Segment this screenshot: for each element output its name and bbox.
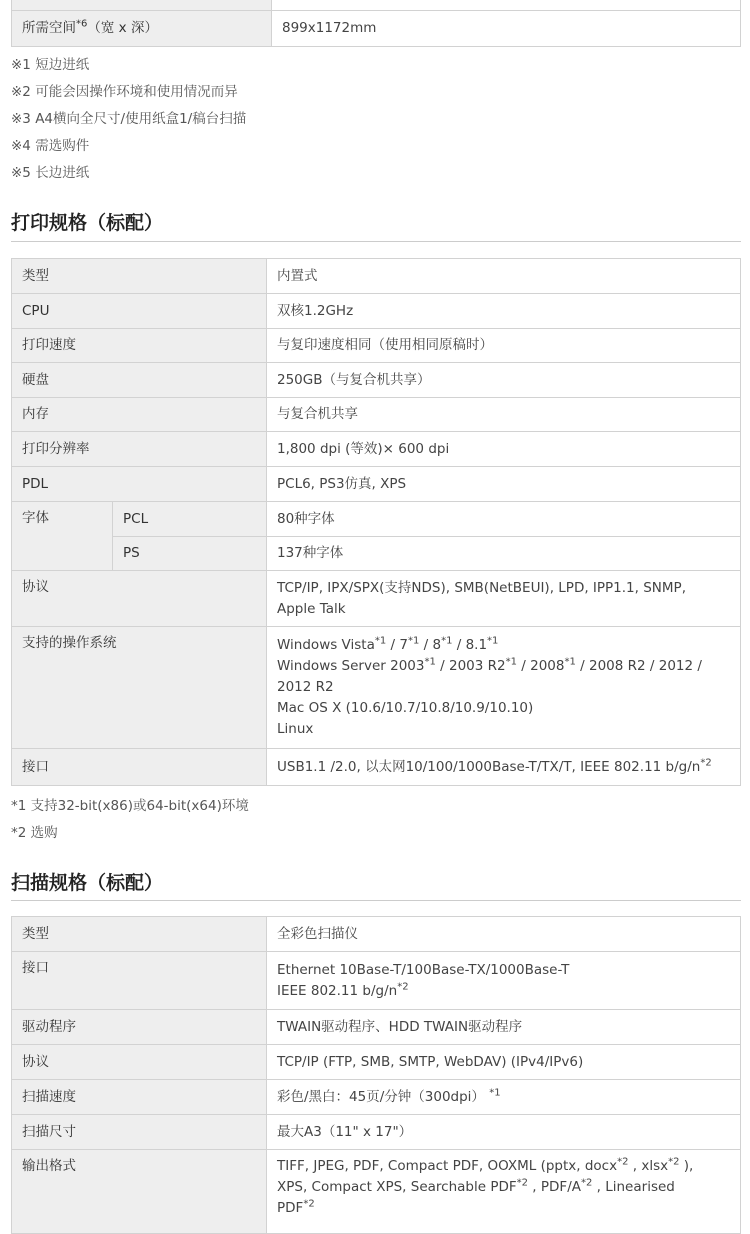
top-note-1: ※1 短边进纸 bbox=[11, 57, 90, 73]
os-line-windows: Windows Vista$^{*1}$ / 7$^{*1}$ / 8$^{*1}$ / 8.1$^{*1}$ bbox=[277, 635, 499, 653]
print-resolution-key: 打印分辨率 bbox=[12, 432, 267, 467]
print-row-hdd bbox=[12, 363, 741, 398]
scan-driver-value: TWAIN驱动程序、HDD TWAIN驱动程序 bbox=[267, 1010, 741, 1045]
scan-section-title: 扫描规格（标配） bbox=[11, 872, 164, 894]
print-row-speed bbox=[12, 329, 741, 363]
print-row-memory bbox=[12, 398, 741, 432]
top-table-partial-row bbox=[12, 0, 741, 11]
print-row-font-pcl bbox=[12, 502, 741, 537]
print-note-2: *2 选购 bbox=[11, 825, 58, 841]
os-line-2012r2: 2012 R2 bbox=[277, 679, 334, 695]
scan-size-value: 最大A3（11" x 17"） bbox=[267, 1115, 741, 1150]
print-pdl-key: PDL bbox=[12, 467, 267, 502]
scan-row-interface bbox=[12, 952, 741, 1010]
print-protocol-key: 协议 bbox=[12, 571, 267, 627]
space-row bbox=[12, 11, 741, 47]
print-font-pcl-value: 80种字体 bbox=[267, 502, 741, 537]
print-font-key: 字体 bbox=[12, 502, 113, 571]
print-type-key: 类型 bbox=[12, 259, 267, 294]
print-row-font-ps bbox=[12, 537, 741, 571]
scan-row-speed bbox=[12, 1080, 741, 1115]
print-spec-table bbox=[11, 258, 741, 786]
space-key: 所需空间$^{*6}$（宽 x 深） bbox=[12, 11, 272, 47]
top-note-3: ※3 A4横向全尺寸/使用纸盒1/稿台扫描 bbox=[11, 111, 247, 127]
print-interface-value: USB1.1 /2.0, 以太网10/100/1000Base-T/TX/T, IEEE 802.11 $b/g/n^{*2}$ bbox=[267, 749, 741, 786]
print-row-interface bbox=[12, 749, 741, 786]
scan-row-type bbox=[12, 917, 741, 952]
print-speed-key: 打印速度 bbox=[12, 329, 267, 363]
print-font-ps-key: PS bbox=[113, 537, 267, 571]
print-protocol-value bbox=[267, 571, 741, 627]
print-hdd-key: 硬盘 bbox=[12, 363, 267, 398]
print-note-1: *1 支持32-bit(x86)或64-bit(x64)环境 bbox=[11, 798, 249, 814]
scan-row-driver bbox=[12, 1010, 741, 1045]
scan-interface-key: 接口 bbox=[12, 952, 267, 1010]
scan-speed-value: 彩色/黑白：45页/分钟（300dpi） $^{*1}$ bbox=[267, 1080, 741, 1115]
scan-interface-line1: Ethernet 10Base-T/100Base-TX/1000Base-T bbox=[277, 961, 570, 978]
scan-protocol-key: 协议 bbox=[12, 1045, 267, 1080]
print-type-value: 内置式 bbox=[267, 259, 741, 294]
print-cpu-key: CPU bbox=[12, 294, 267, 329]
print-row-cpu bbox=[12, 294, 741, 329]
top-note-2: ※2 可能会因操作环境和使用情况而异 bbox=[11, 84, 238, 100]
scan-output-line1: TIFF, JPEG, PDF, Compact PDF, OOXML (pptx, docx$^{*2}$ , xlsx$^{*2}$ ), bbox=[277, 1156, 694, 1174]
scan-output-value bbox=[267, 1150, 741, 1234]
os-line-linux: Linux bbox=[277, 721, 314, 737]
os-line-windows-server: Windows Server 2003$^{*1}$ / 2003 R2$^{*1}$ / 2008$^{*1}$ / 2008 R2 / 2012 / bbox=[277, 656, 702, 674]
top-note-4: ※4 需选购件 bbox=[11, 138, 90, 154]
scan-spec-table bbox=[11, 916, 741, 1234]
print-cpu-value: 双核1.2GHz bbox=[267, 294, 741, 329]
scan-driver-key: 驱动程序 bbox=[12, 1010, 267, 1045]
print-protocol-line1: TCP/IP, IPX/SPX(支持NDS), SMB(NetBEUI), LPD, IPP1.1, SNMP, bbox=[277, 579, 686, 596]
print-row-pdl bbox=[12, 467, 741, 502]
print-section-title: 打印规格（标配） bbox=[11, 212, 164, 234]
scan-interface-line2: IEEE 802.11 $b/g/n^{*2}$ bbox=[277, 981, 409, 999]
print-font-pcl-key: PCL bbox=[113, 502, 267, 537]
print-memory-key: 内存 bbox=[12, 398, 267, 432]
scan-type-key: 类型 bbox=[12, 917, 267, 952]
print-hdd-value: 250GB（与复合机共享） bbox=[267, 363, 741, 398]
print-row-resolution bbox=[12, 432, 741, 467]
scan-output-line2: XPS, Compact XPS, Searchable PDF$^{*2}$ , PDF/$A^{*2}$ , Linearised bbox=[277, 1177, 675, 1195]
print-row-os bbox=[12, 627, 741, 749]
scan-row-output bbox=[12, 1150, 741, 1234]
space-value: 899x1172mm bbox=[272, 11, 741, 47]
scan-size-key: 扫描尺寸 bbox=[12, 1115, 267, 1150]
scan-output-key: 输出格式 bbox=[12, 1150, 267, 1234]
scan-row-size bbox=[12, 1115, 741, 1150]
top-note-5: ※5 长边进纸 bbox=[11, 165, 90, 181]
print-resolution-value: 1,800 dpi (等效)× 600 dpi bbox=[267, 432, 741, 467]
print-speed-value: 与复印速度相同（使用相同原稿时） bbox=[267, 329, 741, 363]
print-row-protocol bbox=[12, 571, 741, 627]
scan-speed-key: 扫描速度 bbox=[12, 1080, 267, 1115]
scan-type-value: 全彩色扫描仪 bbox=[267, 917, 741, 952]
scan-section-divider bbox=[11, 900, 741, 901]
print-font-ps-value: 137种字体 bbox=[267, 537, 741, 571]
print-memory-value: 与复合机共享 bbox=[267, 398, 741, 432]
print-protocol-line2: Apple Talk bbox=[277, 600, 346, 617]
os-line-mac: Mac OS X (10.6/10.7/10.8/10.9/10.10) bbox=[277, 700, 534, 716]
print-section-divider bbox=[11, 241, 741, 242]
print-interface-key: 接口 bbox=[12, 749, 267, 786]
print-os-key: 支持的操作系统 bbox=[12, 627, 267, 749]
scan-protocol-value: TCP/IP (FTP, SMB, SMTP, WebDAV) (IPv4/IPv6) bbox=[267, 1045, 741, 1080]
scan-output-line3: PDF$^{*2}$ bbox=[277, 1198, 315, 1216]
print-os-value bbox=[267, 627, 741, 749]
print-row-type bbox=[12, 259, 741, 294]
scan-interface-value bbox=[267, 952, 741, 1010]
print-pdl-value: PCL6, PS3仿真, XPS bbox=[267, 467, 741, 502]
scan-row-protocol bbox=[12, 1045, 741, 1080]
top-spec-table bbox=[11, 0, 741, 47]
